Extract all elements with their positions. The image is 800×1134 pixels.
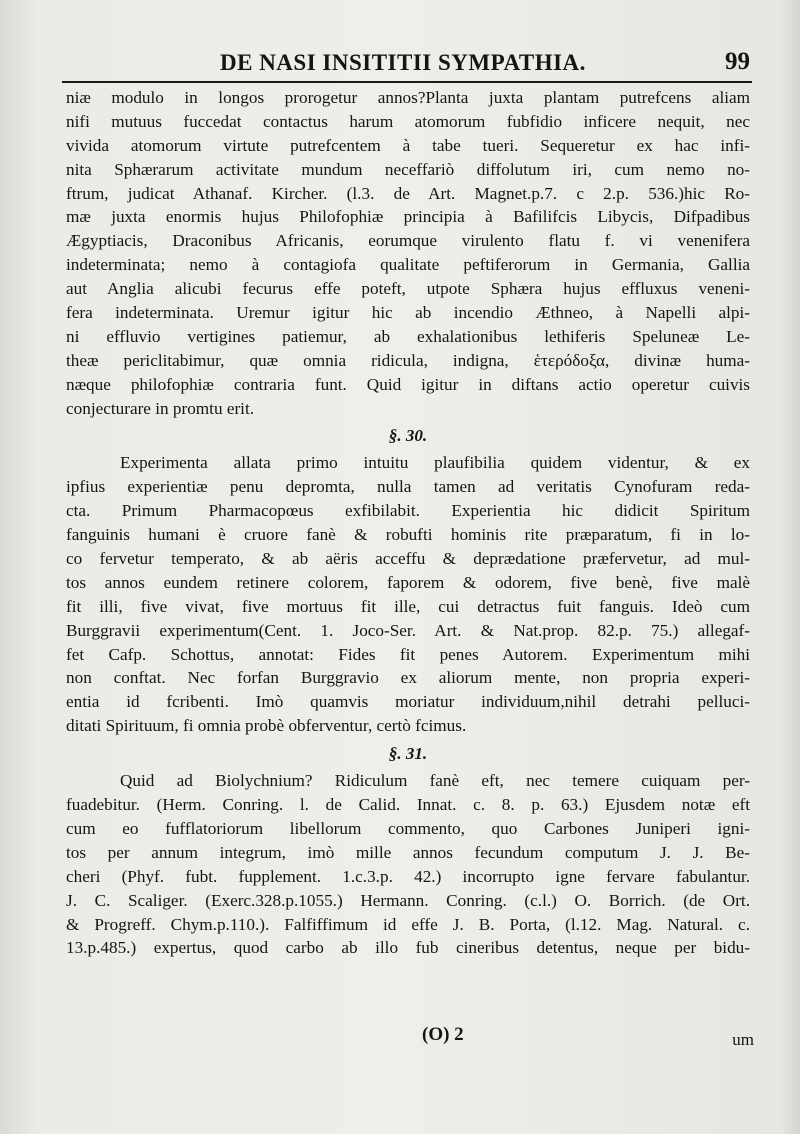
text-line: indeterminata; nemo à contagiofa qualitate peftiferorum in Germania, Gallia — [66, 255, 750, 275]
text-line: 13.p.485.) expertus, quod carbo ab illo fub cineribus detentus, neque per bidu- — [66, 938, 750, 958]
text-line: fuadebitur. (Herm. Conring. l. de Calid. Innat. c. 8. p. 63.) Ejusdem notæ eft — [66, 795, 750, 815]
page-header — [60, 44, 750, 84]
text-line: fanguinis humani è cruore fanè & robufti hominis rite præparatum, fi in lo- — [66, 525, 750, 545]
text-line: aut Anglia alicubi fecurus effe poteft, utpote Sphæra hujus effluxus veneni- — [66, 279, 750, 299]
text-line: cta. Primum Pharmacopœus exfibilabit. Experientia hic didicit Spiritum — [66, 501, 750, 521]
text-line: non conftat. Nec forfan Burggravio ex aliorum mente, non propria experi- — [66, 668, 750, 688]
text-line: fet Cafp. Schottus, annotat: Fides fit penes Autorem. Experimentum mihi — [66, 644, 750, 664]
text-line: tos annos eundem retinere colorem, faporem & odorem, five benè, five malè — [66, 572, 750, 592]
text-line: J. C. Scaliger. (Exerc.328.p.1055.) Hermann. Conring. (c.l.) O. Borrich. (de Ort. — [66, 890, 750, 910]
text-line: cum eo fufflatoriorum libellorum commento, quo Carbones Juniperi igni- — [66, 818, 750, 838]
page-footer — [60, 1024, 754, 1054]
paragraph-1 — [66, 86, 750, 420]
section-30-heading: §. 30. — [388, 426, 428, 446]
text-line: Experimenta allata primo intuitu plaufibilia quidem videntur, & ex — [120, 453, 750, 473]
catchword: um — [732, 1030, 754, 1049]
text-line: ftrum, judicat Athanaf. Kircher. (l.3. de Art. Magnet.p.7. c 2.p. 536.)hic Ro- — [66, 183, 750, 203]
text-line: theæ periclitabimur, quæ omnia ridicula, indigna, ἑτερόδοξα, divinæ huma- — [66, 350, 750, 370]
text-line: co fervetur temperato, & ab aëris acceffu & deprædatione præfervetur, ad mul- — [66, 549, 750, 569]
text-line: conjecturare in promtu erit. — [66, 398, 255, 418]
section-31-text — [66, 769, 750, 960]
text-line: nifi mutuus fuccedat contactus harum atomorum fubfidio inficere nequit, nec — [66, 111, 750, 131]
text-line: ni effluvio vertigines patiemur, ab exhalationibus lethiferis Speluneæ Le- — [66, 326, 750, 346]
text-line: tos per annum integrum, imò mille annos fecundum computum J. J. Be- — [66, 842, 750, 862]
text-line: Quid ad Biolychnium? Ridiculum fanè eft, nec temere cuiquam per- — [120, 771, 750, 791]
section-30-text — [66, 451, 750, 738]
section-31-heading: §. 31. — [388, 744, 428, 764]
text-line: fit illi, five vivat, five mortuus fit ille, cui detractus fuit fanguis. Ideò cum — [66, 596, 750, 616]
text-line: fera indeterminata. Uremur igitur hic ab incendio Æthneo, à Napelli alpi- — [66, 303, 750, 323]
text-line: Ægyptiacis, Draconibus Africanis, eorumque virulento flatu f. vi venenifera — [66, 231, 750, 251]
text-line: vivida atomorum virtute putrefcentem à tabe tueri. Sequeretur ex hac infi- — [66, 135, 750, 155]
running-title: DE NASI INSITITII SYMPATHIA. — [220, 50, 586, 75]
text-line: mæ juxta enormis hujus Philofophiæ principia à Bafilifcis Libycis, Difpadibus — [66, 207, 750, 227]
header-rule — [62, 81, 752, 83]
text-line: niæ modulo in longos prorogetur annos?Planta juxta plantam putrefcens aliam — [66, 88, 750, 107]
text-line: ipfius experientiæ penu depromta, nulla tamen ad veritatis Cynofuram reda- — [66, 477, 750, 497]
text-line: næque philofophiæ contraria funt. Quid igitur in diftans actio operetur cuivis — [66, 374, 750, 394]
text-line: Burggravii experimentum(Cent. 1. Joco-Ser. Art. & Nat.prop. 82.p. 75.) allegaf- — [66, 620, 750, 640]
text-line: cheri (Phyf. fubt. fupplement. 1.c.3.p. 42.) incorrupto igne fervare fabulantur. — [66, 866, 750, 886]
text-line: entia id fcribenti. Imò quamvis moriatur individuum,nihil detrahi pelluci- — [66, 692, 750, 712]
page-number: 99 — [725, 48, 750, 75]
text-line: nita Sphærarum activitate mundum neceffariò diffolutum iri, cum nemo no- — [66, 159, 750, 179]
signature-mark: (O) 2 — [422, 1024, 464, 1045]
text-line: ditati Spirituum, fi omnia probè obferventur, certò fcimus. — [66, 716, 467, 736]
text-line: & Progreff. Chym.p.110.). Falfiffimum id effe J. B. Porta, (l.12. Mag. Natural. c. — [66, 914, 750, 934]
body-text — [66, 86, 750, 960]
